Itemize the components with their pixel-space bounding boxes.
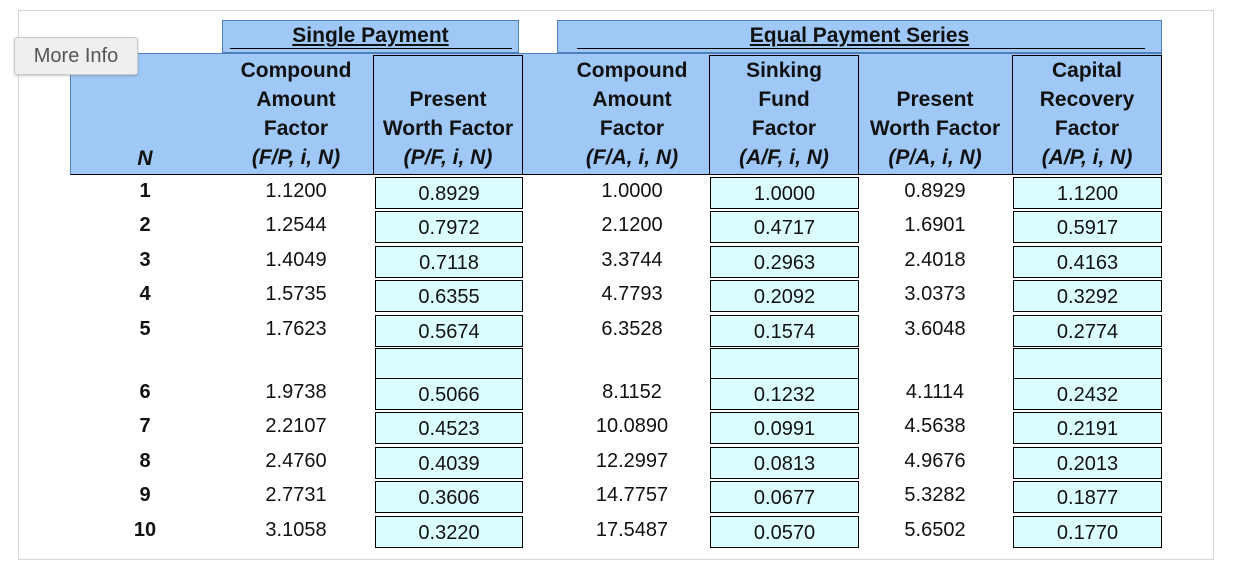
cell-ap-row-10: 0.1770: [1056, 522, 1119, 544]
col-af-header: Sinking Fund Factor (A/F, i, N): [739, 59, 829, 169]
col-fp-header: Compound Amount Factor (F/P, i, N): [240, 59, 352, 169]
cell-fa-row-8: 12.2997: [595, 450, 669, 472]
cell-pa-row-5: 3.6048: [904, 318, 966, 340]
cell-af-row-6: 0.1232: [753, 384, 816, 406]
cell-af-row-4: 0.2092: [753, 286, 816, 308]
cell-pf-row-3: 0.7118: [419, 252, 479, 274]
cell-pf-row-1: 0.8929: [418, 183, 480, 205]
cell-ap-row-5: 0.2774: [1056, 321, 1119, 343]
cell-n-row-9: 9: [139, 484, 151, 506]
cell-af-row-7: 0.0991: [753, 418, 816, 440]
more-info-label: More Info: [33, 44, 119, 67]
cell-fp-row-6: 1.9738: [265, 381, 327, 403]
single-payment-rule: [230, 48, 512, 49]
cell-fp-row-3: 1.4049: [265, 249, 327, 271]
cell-fp-row-1: 1.1200: [265, 180, 327, 202]
cell-ap-row-7: 0.2191: [1056, 418, 1119, 440]
cell-pa-row-6: 4.1114: [905, 381, 965, 403]
cell-fp-row-7: 2.2107: [265, 415, 327, 437]
cell-pf-row-8: 0.4039: [418, 453, 480, 475]
cell-af-row-8: 0.0813: [753, 453, 816, 475]
cell-fa-row-5: 6.3528: [601, 318, 663, 340]
cell-pa-row-1: 0.8929: [904, 180, 966, 202]
cell-pf-row-6: 0.5066: [418, 384, 480, 406]
cell-n-row-5: 5: [139, 318, 151, 340]
cell-pf-row-9: 0.3606: [418, 487, 480, 509]
cell-pa-row-8: 4.9676: [904, 450, 966, 472]
cell-n-row-1: 1: [139, 180, 151, 202]
equal-series-rule: [577, 48, 1145, 49]
cell-ap-row-4: 0.3292: [1056, 286, 1119, 308]
cell-ap-row-2: 0.5917: [1056, 217, 1119, 239]
cell-pa-row-9: 5.3282: [904, 484, 966, 506]
cell-af-row-5: 0.1574: [753, 321, 816, 343]
cell-af-row-1: 1.0000: [753, 183, 816, 205]
cell-fp-row-8: 2.4760: [265, 450, 327, 472]
more-info-tooltip[interactable]: [14, 37, 138, 75]
single-payment-title: Single Payment: [292, 24, 449, 47]
cell-fa-row-9: 14.7757: [595, 484, 669, 506]
col-ap-header: Capital Recovery Factor (A/P, i, N): [1039, 59, 1135, 169]
col-pa-header: Present Worth Factor (P/A, i, N): [869, 88, 1001, 169]
cell-ap-row-9: 0.1877: [1056, 487, 1119, 509]
cell-ap-row-1: 1.1200: [1056, 183, 1119, 205]
cell-n-row-3: 3: [139, 249, 151, 271]
cell-pa-row-10: 5.6502: [904, 519, 966, 541]
cell-fa-row-4: 4.7793: [601, 283, 663, 305]
cell-n-row-6: 6: [139, 381, 151, 403]
cell-fa-row-3: 3.3744: [601, 249, 663, 271]
cell-pf-row-10: 0.3220: [418, 522, 480, 544]
cell-af-row-2: 0.4717: [753, 217, 816, 239]
cell-pf-row-5: 0.5674: [418, 321, 480, 343]
cell-pf-row-4: 0.6355: [418, 286, 480, 308]
cell-ap-row-6: 0.2432: [1056, 384, 1119, 406]
cell-fp-row-9: 2.7731: [265, 484, 327, 506]
cell-pf-row-7: 0.4523: [418, 418, 480, 440]
cell-fa-row-1: 1.0000: [601, 180, 663, 202]
cell-n-row-8: 8: [139, 450, 151, 472]
col-pf-header: Present Worth Factor (P/F, i, N): [382, 88, 514, 169]
cell-n-row-7: 7: [139, 415, 151, 437]
cell-n-row-10: 10: [133, 519, 157, 541]
cell-ap-row-8: 0.2013: [1056, 453, 1119, 475]
cell-fa-row-6: 8.1152: [602, 381, 662, 403]
cell-pa-row-4: 3.0373: [904, 283, 966, 305]
cell-fa-row-2: 2.1200: [601, 214, 663, 236]
cell-fp-row-5: 1.7623: [265, 318, 327, 340]
cell-pa-row-3: 2.4018: [904, 249, 966, 271]
cell-ap-row-3: 0.4163: [1056, 252, 1119, 274]
col-fa-header: Compound Amount Factor (F/A, i, N): [576, 59, 688, 169]
cell-fp-row-10: 3.1058: [265, 519, 327, 541]
cell-n-row-4: 4: [139, 283, 151, 305]
cell-fp-row-4: 1.5735: [265, 283, 327, 305]
spacer-box-af: [710, 348, 859, 380]
cell-pf-row-2: 0.7972: [418, 217, 480, 239]
cell-pa-row-7: 4.5638: [904, 415, 966, 437]
cell-fa-row-7: 10.0890: [595, 415, 669, 437]
cell-fp-row-2: 1.2544: [265, 214, 327, 236]
cell-pa-row-2: 1.6901: [904, 214, 966, 236]
cell-n-row-2: 2: [139, 214, 151, 236]
cell-af-row-3: 0.2963: [753, 252, 816, 274]
spacer-box-pf: [375, 348, 523, 380]
equal-series-title: Equal Payment Series: [749, 24, 970, 47]
cell-af-row-10: 0.0570: [753, 522, 816, 544]
cell-af-row-9: 0.0677: [753, 487, 816, 509]
col-n-header: N: [137, 147, 153, 170]
cell-fa-row-10: 17.5487: [595, 519, 669, 541]
spacer-box-ap: [1013, 348, 1162, 380]
